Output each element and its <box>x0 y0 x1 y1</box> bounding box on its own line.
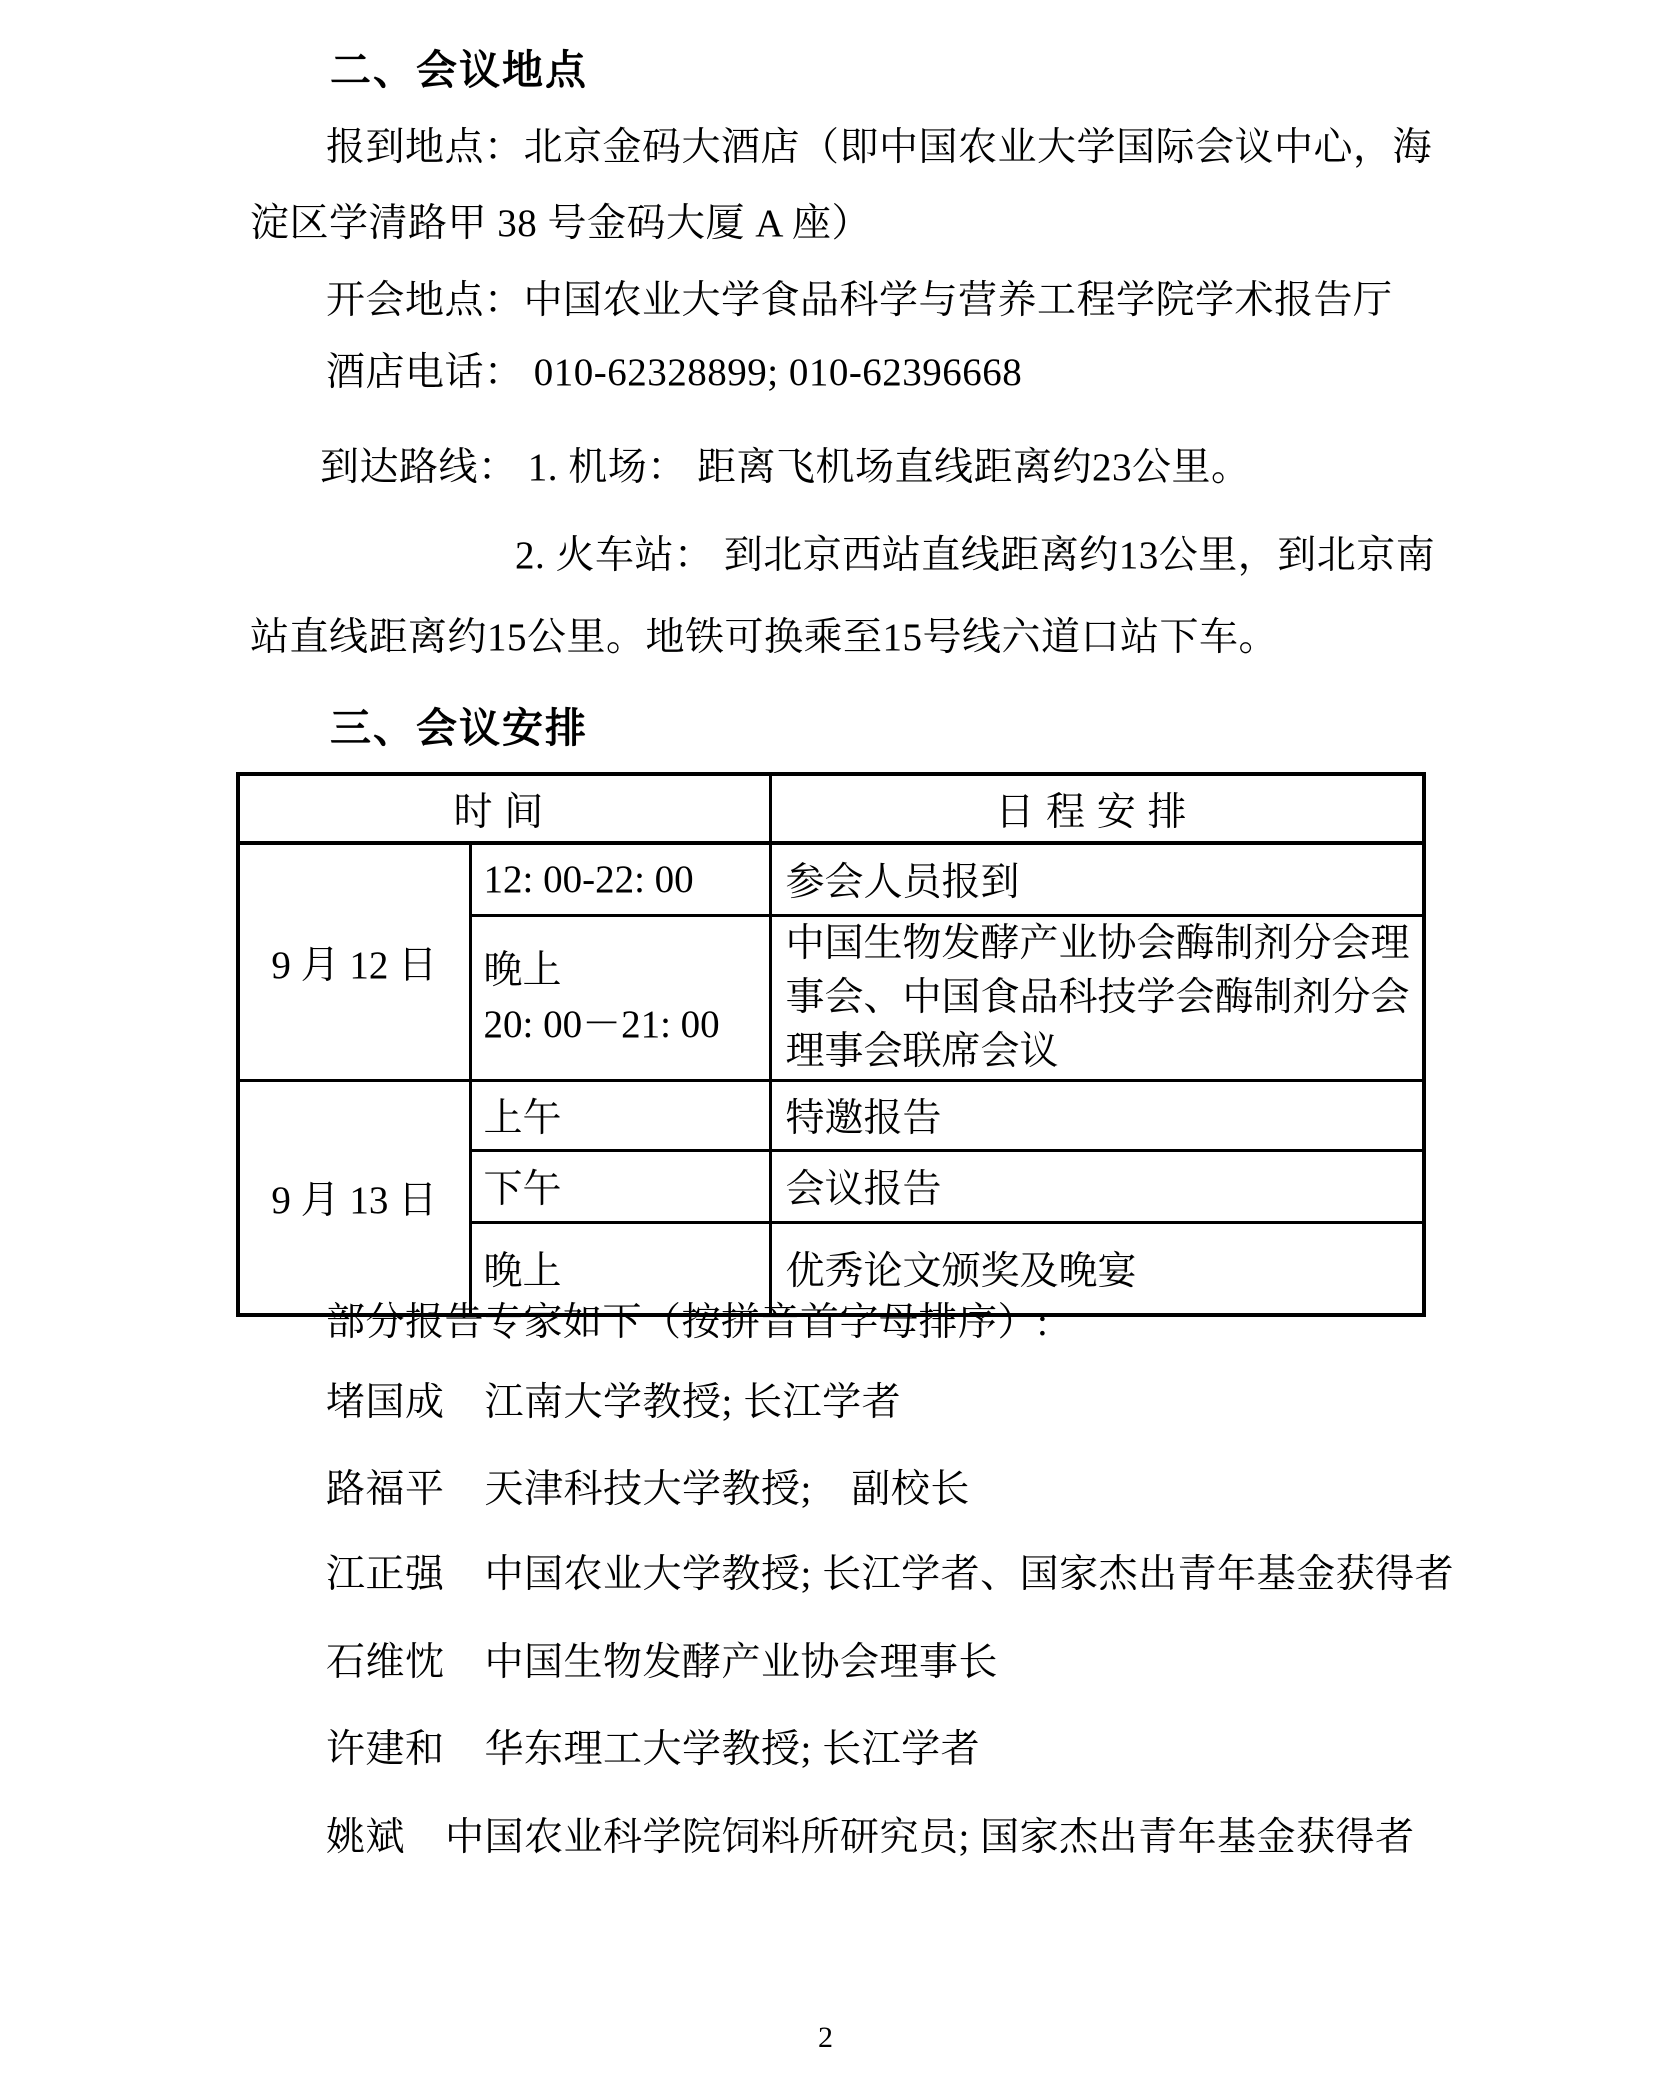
time-line-evening: 晚上 <box>483 948 562 992</box>
table-date-cell-sep12: 9 月 12 日 <box>238 843 470 1080</box>
table-time-cell-checkin: 12: 00-22: 00 <box>470 843 770 915</box>
table-date-cell-sep13: 9 月 13 日 <box>238 1080 470 1315</box>
expert-desc: 中国生物发酵产业协会理事长 <box>484 1641 999 1684</box>
paragraph-line-hotel-phone: 酒店电话： 010-62328899; 010-62396668 <box>326 351 1023 394</box>
paragraph-line-route-train-1: 2. 火车站： 到北京西站直线距离约13公里，到北京南 <box>515 534 1436 577</box>
table-time-cell-afternoon: 下午 <box>470 1150 770 1222</box>
expert-name: 姚斌 <box>326 1816 406 1859</box>
table-schedule-cell-awards-banquet: 优秀论文颁奖及晚宴 <box>770 1222 1424 1315</box>
table-time-cell-evening-meeting <box>470 915 770 1080</box>
expert-row <box>326 1812 1415 1864</box>
expert-name: 路福平 <box>326 1468 445 1511</box>
expert-desc: 华东理工大学教授; 长江学者 <box>484 1728 981 1771</box>
table-schedule-cell-joint-council: 中国生物发酵产业协会酶制剂分会理事会、中国食品科技学会酶制剂分会理事会联席会议 <box>770 915 1424 1080</box>
section-heading-schedule: 三、会议安排 <box>330 705 588 751</box>
paragraph-line-registration-2: 淀区学清路甲 38 号金码大厦 A 座） <box>250 202 872 245</box>
paragraph-line-registration-1: 报到地点：北京金码大酒店（即中国农业大学国际会议中心，海 <box>326 126 1433 169</box>
table-schedule-cell-checkin: 参会人员报到 <box>770 843 1424 915</box>
time-line-range: 20: 00－21: 00 <box>483 1002 720 1046</box>
section-heading-location: 二、会议地点 <box>330 47 588 93</box>
expert-row <box>326 1377 901 1429</box>
paragraph-line-route-train-2: 站直线距离约15公里。地铁可换乘至15号线六道口站下车。 <box>250 616 1279 659</box>
expert-name: 许建和 <box>326 1728 445 1771</box>
expert-desc: 中国农业科学院饲料所研究员; 国家杰出青年基金获得者 <box>445 1816 1415 1859</box>
expert-desc: 天津科技大学教授; 副校长 <box>484 1468 970 1511</box>
page-number: 2 <box>818 2021 833 2054</box>
expert-row <box>326 1724 980 1776</box>
table-time-cell-evening2: 晚上 <box>470 1222 770 1315</box>
paragraph-line-route-airport: 到达路线： 1. 机场： 距离飞机场直线距离约23公里。 <box>320 446 1251 489</box>
table-time-cell-morning: 上午 <box>470 1080 770 1150</box>
expert-name: 江正强 <box>326 1553 445 1596</box>
table-header-time: 时间 <box>238 774 770 843</box>
expert-name: 堵国成 <box>326 1381 445 1424</box>
expert-desc: 江南大学教授; 长江学者 <box>484 1381 902 1424</box>
table-schedule-cell-invited-reports: 特邀报告 <box>770 1080 1424 1150</box>
table-schedule-cell-conference-reports: 会议报告 <box>770 1150 1424 1222</box>
expert-desc: 中国农业大学教授; 长江学者、国家杰出青年基金获得者 <box>484 1553 1455 1596</box>
experts-intro: 部分报告专家如下（按拼音首字母排序）: <box>326 1301 1049 1344</box>
expert-row <box>326 1637 998 1689</box>
paragraph-line-meeting-place: 开会地点：中国农业大学食品科学与营养工程学院学术报告厅 <box>326 279 1393 322</box>
schedule-table <box>236 772 1426 1317</box>
expert-row <box>326 1549 1454 1601</box>
expert-name: 石维忱 <box>326 1641 445 1684</box>
table-header-schedule: 日程安排 <box>770 774 1424 843</box>
expert-row <box>326 1464 970 1516</box>
